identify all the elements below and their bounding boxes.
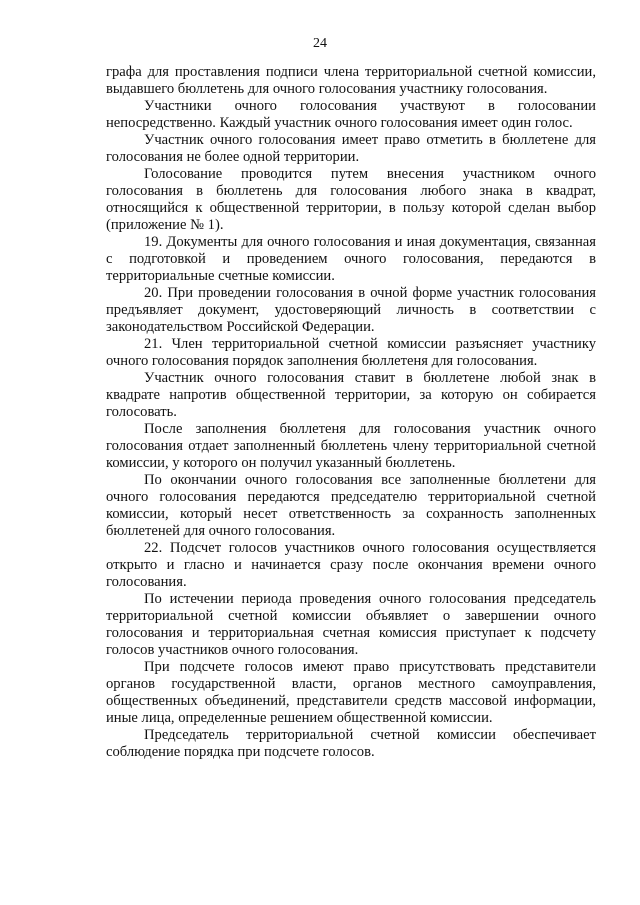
- page-number: 24: [313, 36, 327, 51]
- paragraph-right-to-mark: Участник очного голосования имеет право отметить в бюллетене для голосования не более одной территории.: [106, 132, 596, 165]
- paragraph-item-19: 19. Документы для очного голосования и иная документация, связанная с подготовкой и проведением очного голосования, передаются в территориальные счетные комиссии.: [106, 234, 596, 284]
- document-body: [106, 64, 596, 761]
- paragraph-item-20: 20. При проведении голосования в очной форме участник голосования предъявляет документ, удостоверяющий личность в соответствии с законодательством Российской Федерации.: [106, 285, 596, 335]
- paragraph-returning-ballot: После заполнения бюллетеня для голосования участник очного голосования отдает заполненный бюллетень члену территориальной счетной комиссии, у которого он получил указанный бюллетень.: [106, 421, 596, 471]
- paragraph-voting-method: Голосование проводится путем внесения участником очного голосования в бюллетень для голосования любого знака в квадрат, относящийся к общественной территории, в пользу которой сделан выбор (приложение № 1).: [106, 166, 596, 233]
- paragraph-item-21: 21. Член территориальной счетной комиссии разъясняет участнику очного голосования порядок заполнения бюллетеня для голосования.: [106, 336, 596, 369]
- paragraph-participants: Участники очного голосования участвуют в голосовании непосредственно. Каждый участник очного голосования имеет один голос.: [106, 98, 596, 131]
- paragraph-end-of-voting: По истечении периода проведения очного голосования председатель территориальной счетной комиссии объявляет о завершении очного голосования и территориальная счетная комиссия приступает к подсчету голосов участников очного голосования.: [106, 591, 596, 658]
- paragraph-ballot-transfer: По окончании очного голосования все заполненные бюллетени для очного голосования передаются председателю территориальной счетной комиссии, который несет ответственность за сохранность заполненных бюллетеней для очного голосования.: [106, 472, 596, 539]
- paragraph-item-22: 22. Подсчет голосов участников очного голосования осуществляется открыто и гласно и начинается сразу после окончания времени очного голосования.: [106, 540, 596, 590]
- paragraph-signature-column: графа для проставления подписи члена территориальной счетной комиссии, выдавшего бюллетень для очного голосования участнику голосования.: [106, 64, 596, 97]
- paragraph-observers: При подсчете голосов имеют право присутствовать представители органов государственной власти, органов местного самоуправления, общественных объединений, представители средств массовой информации, иные лица, определенные решением общественной комиссии.: [106, 659, 596, 726]
- paragraph-chairman-order: Председатель территориальной счетной комиссии обеспечивает соблюдение порядка при подсчете голосов.: [106, 727, 596, 760]
- paragraph-marking-ballot: Участник очного голосования ставит в бюллетене любой знак в квадрате напротив общественной территории, за которую он собирается голосовать.: [106, 370, 596, 420]
